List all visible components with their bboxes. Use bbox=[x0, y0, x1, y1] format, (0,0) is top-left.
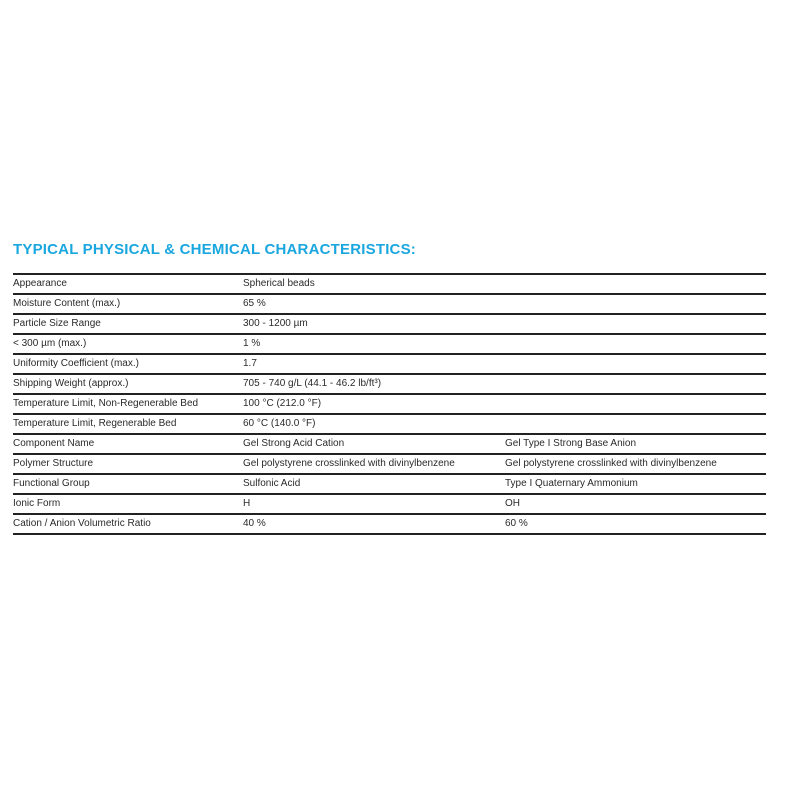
table-row bbox=[13, 435, 766, 455]
row-value: 300 - 1200 µm bbox=[243, 318, 308, 329]
characteristics-table bbox=[13, 273, 766, 535]
row-value: 40 % bbox=[243, 518, 266, 529]
row-value: 60 °C (140.0 °F) bbox=[243, 418, 316, 429]
row-value: 100 °C (212.0 °F) bbox=[243, 398, 322, 409]
row-label: Particle Size Range bbox=[13, 318, 101, 329]
table-row bbox=[13, 315, 766, 335]
row-value: Spherical beads bbox=[243, 278, 315, 289]
row-value-secondary: Gel Type I Strong Base Anion bbox=[505, 438, 637, 449]
row-label: Shipping Weight (approx.) bbox=[13, 378, 129, 389]
table-row bbox=[13, 455, 766, 475]
row-label: Functional Group bbox=[13, 478, 90, 489]
row-value: 705 - 740 g/L (44.1 - 46.2 lb/ft³) bbox=[243, 378, 382, 389]
row-value-secondary: 60 % bbox=[505, 518, 528, 529]
row-value: 1.7 bbox=[243, 358, 257, 369]
table-row bbox=[13, 475, 766, 495]
table-row bbox=[13, 495, 766, 515]
row-value-secondary: OH bbox=[505, 498, 520, 509]
table-row bbox=[13, 375, 766, 395]
row-label: Ionic Form bbox=[13, 498, 61, 509]
row-value: 1 % bbox=[243, 338, 261, 349]
row-value-secondary: Type I Quaternary Ammonium bbox=[505, 478, 638, 489]
row-label: Component Name bbox=[13, 438, 95, 449]
table-row bbox=[13, 295, 766, 315]
row-label: Temperature Limit, Non-Regenerable Bed bbox=[13, 398, 199, 409]
row-value: 65 % bbox=[243, 298, 266, 309]
row-value: Gel polystyrene crosslinked with divinylbenzene bbox=[243, 458, 455, 469]
table-row bbox=[13, 515, 766, 535]
section-title: TYPICAL PHYSICAL & CHEMICAL CHARACTERISTICS: bbox=[13, 241, 416, 258]
row-label: Appearance bbox=[13, 278, 67, 289]
table-row bbox=[13, 415, 766, 435]
table-row bbox=[13, 275, 766, 295]
row-value: Sulfonic Acid bbox=[243, 478, 301, 489]
row-label: Cation / Anion Volumetric Ratio bbox=[13, 518, 151, 529]
table-row bbox=[13, 335, 766, 355]
row-label: Polymer Structure bbox=[13, 458, 94, 469]
row-label: Moisture Content (max.) bbox=[13, 298, 121, 309]
row-value: Gel Strong Acid Cation bbox=[243, 438, 345, 449]
row-label: Temperature Limit, Regenerable Bed bbox=[13, 418, 177, 429]
row-label: Uniformity Coefficient (max.) bbox=[13, 358, 139, 369]
table-row bbox=[13, 395, 766, 415]
row-value: H bbox=[243, 498, 251, 509]
row-value-secondary: Gel polystyrene crosslinked with divinylbenzene bbox=[505, 458, 717, 469]
table-row bbox=[13, 355, 766, 375]
row-label: < 300 µm (max.) bbox=[13, 338, 87, 349]
